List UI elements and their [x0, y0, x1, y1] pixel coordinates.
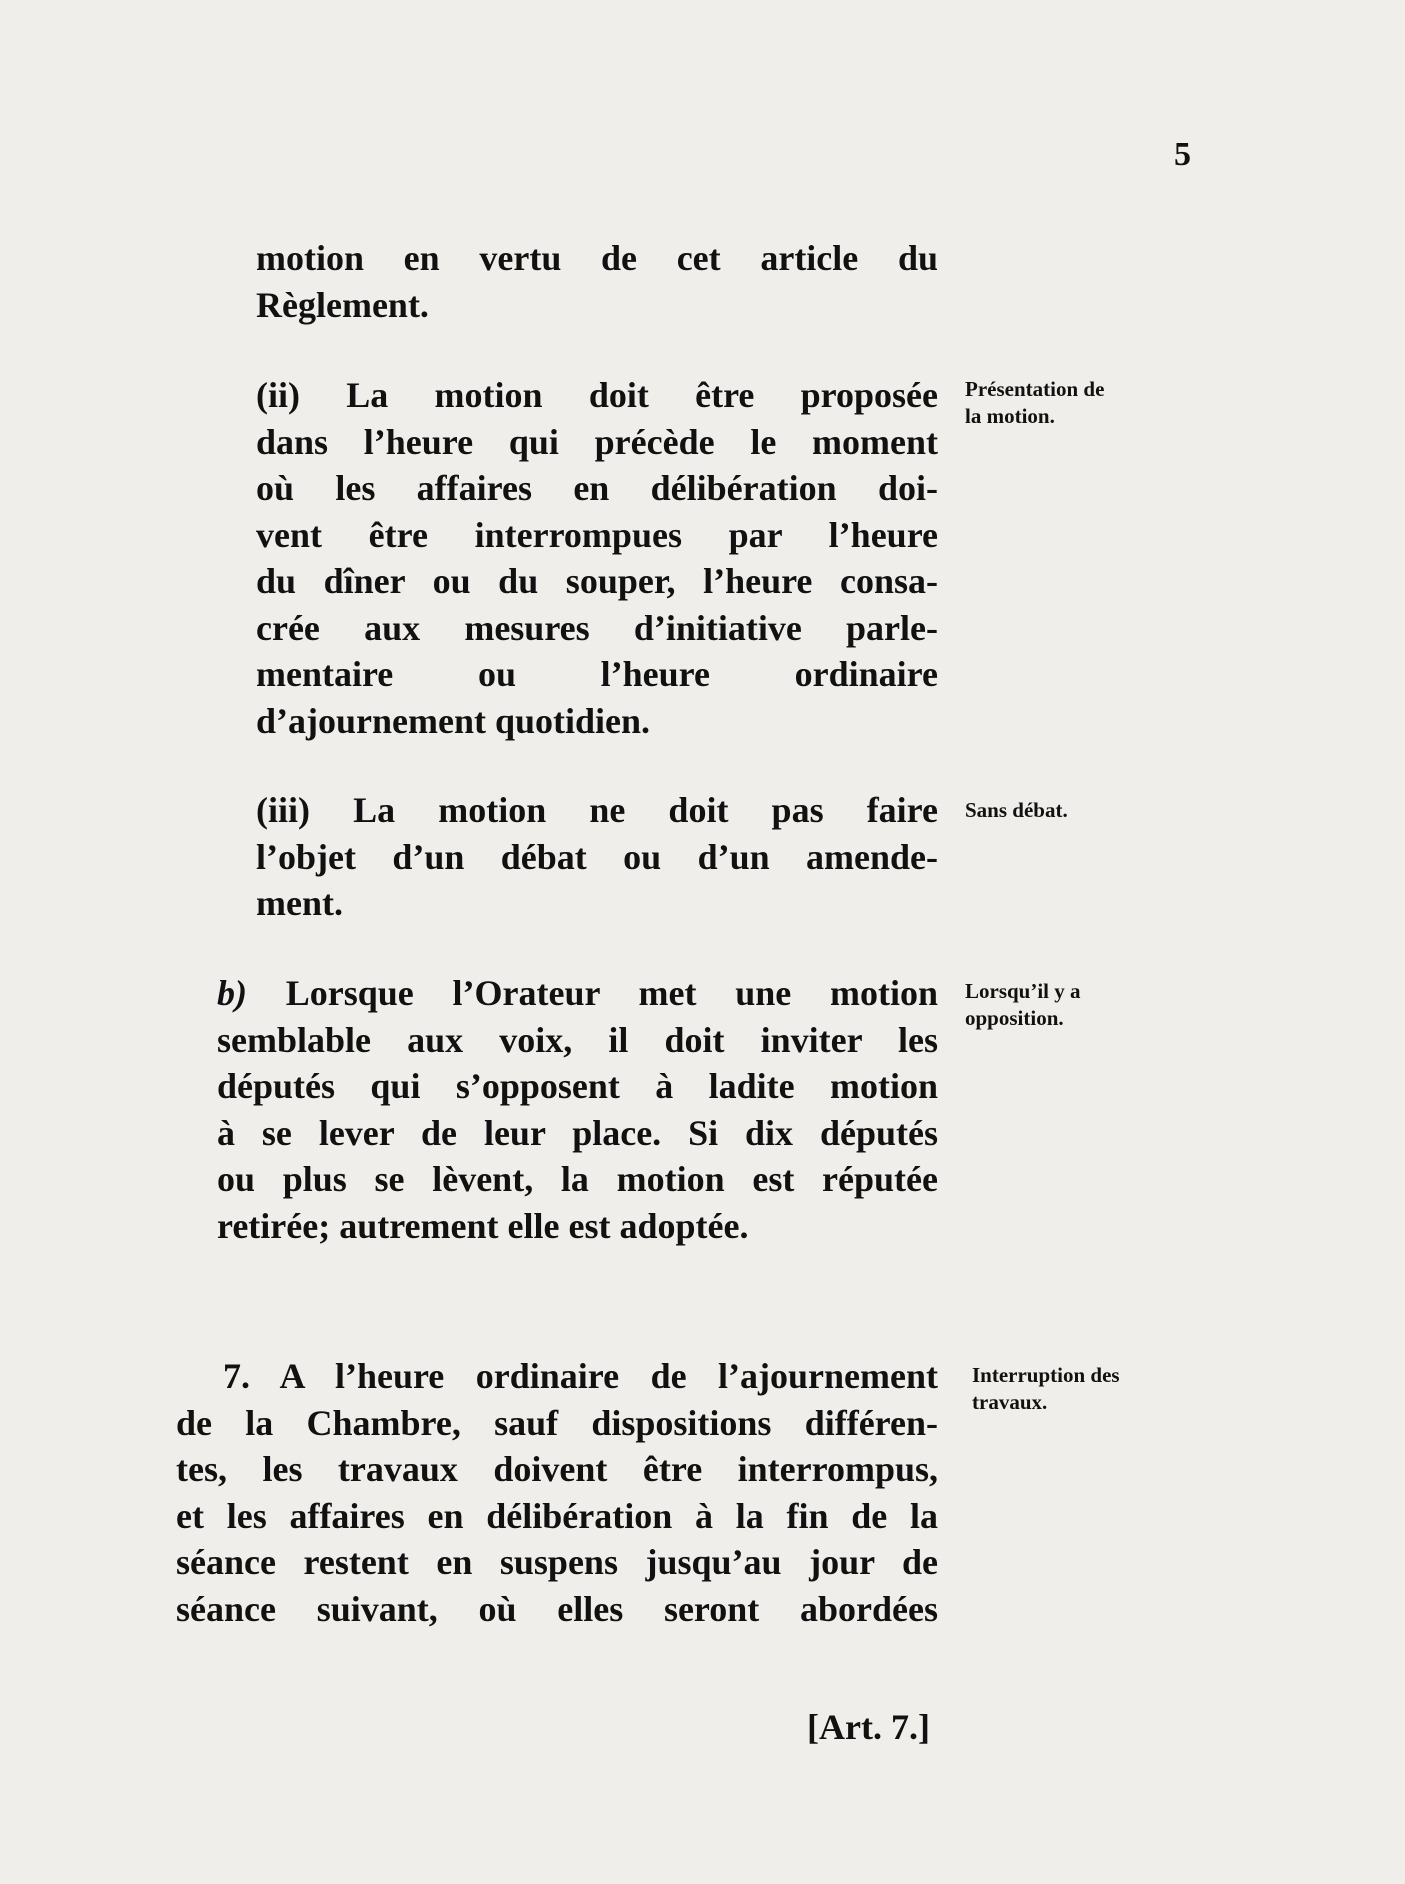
- page-number: 5: [1174, 136, 1191, 173]
- text-line: du dîner ou du souper, l’heure consa-: [256, 561, 938, 601]
- article-reference: [Art. 7.]: [807, 1707, 930, 1747]
- subsection-marker: b): [217, 973, 247, 1013]
- margin-note-line: Présentation de: [965, 377, 1105, 401]
- text-line: tes, les travaux doivent être interrompus,: [176, 1449, 938, 1489]
- text-line: mentaire ou l’heure ordinaire: [256, 654, 938, 694]
- text-line: Règlement.: [256, 284, 429, 325]
- margin-note-sans-debat: [965, 797, 1068, 824]
- text-line: [217, 970, 938, 1017]
- margin-note-line: opposition.: [965, 1006, 1064, 1030]
- text-line: l’objet d’un débat ou d’un amende-: [256, 836, 938, 877]
- text-line: d’ajournement quotidien.: [256, 700, 651, 741]
- text-line: vent être interrompues par l’heure: [256, 514, 938, 555]
- text-line: 7. A l’heure ordinaire de l’ajournement: [223, 1356, 938, 1396]
- paragraph-iii: [256, 787, 938, 927]
- text-line: où les affaires en délibération doi-: [256, 468, 938, 508]
- margin-note-line: la motion.: [965, 404, 1055, 428]
- text-line: ment.: [256, 883, 343, 923]
- paragraph-article-7: [176, 1353, 938, 1632]
- text-line: et les affaires en délibération à la fin de la: [176, 1495, 938, 1536]
- text-line: (ii) La motion doit être proposée: [256, 375, 938, 415]
- text-line: (iii) La motion ne doit pas faire: [256, 790, 938, 830]
- text-line: de la Chambre, sauf dispositions différen-: [176, 1402, 938, 1443]
- text-line: députés qui s’opposent à ladite motion: [217, 1066, 938, 1106]
- text-line: crée aux mesures d’initiative parle-: [256, 607, 938, 648]
- margin-note-line: travaux.: [972, 1390, 1048, 1414]
- paragraph-b: [217, 970, 938, 1249]
- text-line: dans l’heure qui précède le moment: [256, 421, 938, 462]
- text-line: à se lever de leur place. Si dix députés: [217, 1112, 938, 1153]
- margin-note-interruption: [972, 1362, 1120, 1416]
- margin-note-line: Interruption des: [972, 1363, 1120, 1387]
- paragraph-ii: [256, 372, 938, 744]
- text-line: retirée; autrement elle est adoptée.: [217, 1205, 749, 1246]
- text-line: semblable aux voix, il doit inviter les: [217, 1019, 938, 1060]
- margin-note-presentation: [965, 376, 1104, 430]
- margin-note-line: Sans débat.: [965, 798, 1068, 822]
- paragraph-continuation: [256, 235, 938, 328]
- text-line: séance suivant, où elles seront abordées: [176, 1588, 938, 1629]
- text-segment: Lorsque l’Orateur met une motion: [247, 973, 938, 1013]
- text-line: ou plus se lèvent, la motion est réputée: [217, 1159, 938, 1199]
- text-line: motion en vertu de cet article du: [256, 238, 938, 278]
- text-line: séance restent en suspens jusqu’au jour de: [176, 1542, 938, 1582]
- margin-note-line: Lorsqu’il y a: [965, 979, 1081, 1003]
- margin-note-opposition: [965, 978, 1081, 1032]
